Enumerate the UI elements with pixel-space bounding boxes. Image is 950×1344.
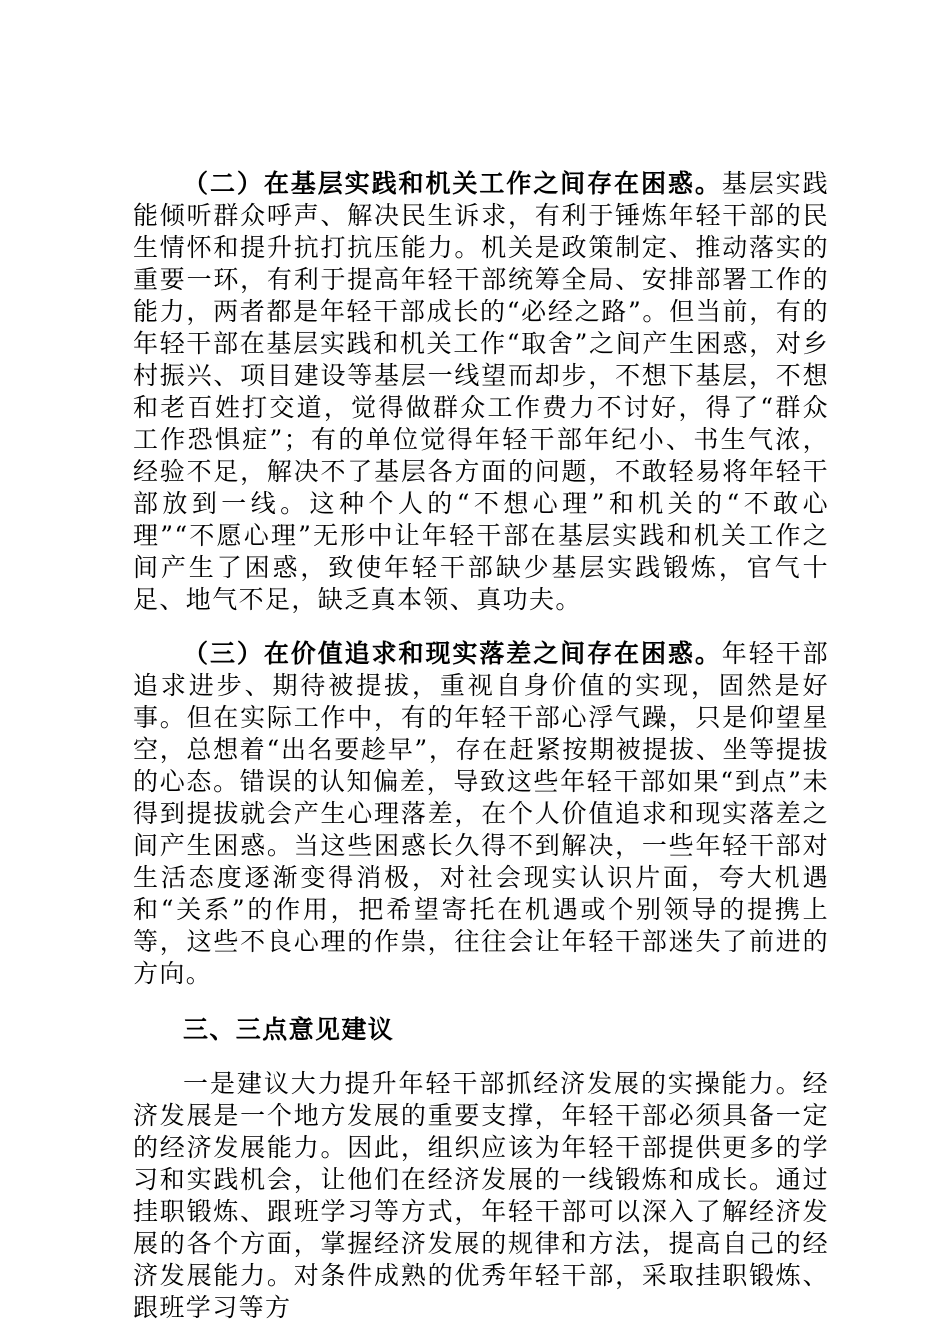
section-three-body: 年轻干部追求进步、期待被提拔，重视自身价值的实现，固然是好事。但在实际工作中，有的年轻干部心浮气躁，只是仰望星空，总想着“出名要趁早”，存在赶紧按期被提拔、坐等提拔的心态。错误的认知偏差，导致这些年轻干部如果“到点”未得到提拔就会产生心理落差，在个人价值追求和现实落差之间产生困惑。当这些困惑长久得不到解决，一些年轻干部对生活态度逐渐变得消极，对社会现实认识片面，夸大机遇和“关系”的作用，把希望寄托在机遇或个别领导的提携上等，这些不良心理的作祟，往往会让年轻干部迷失了前进的方向。 bbox=[133, 639, 829, 988]
section-three-paragraph bbox=[133, 638, 829, 990]
section-three-lead: （三）在价值追求和现实落差之间存在困惑。 bbox=[183, 639, 722, 668]
section-two-paragraph bbox=[133, 168, 829, 616]
section-two-body: 基层实践能倾听群众呼声、解决民生诉求，有利于锤炼年轻干部的民生情怀和提升抗打抗压能力。机关是政策制定、推动落实的重要一环，有利于提高年轻干部统筹全局、安排部署工作的能力，两者都是年轻干部成长的“必经之路”。但当前，有的年轻干部在基层实践和机关工作“取舍”之间产生困惑，对乡村振兴、项目建设等基层一线望而却步，不想下基层，不想和老百姓打交道，觉得做群众工作费力不讨好，得了“群众工作恐惧症”；有的单位觉得年轻干部年纪小、书生气浓，经验不足，解决不了基层各方面的问题，不敢轻易将年轻干部放到一线。这种个人的“不想心理”和机关的“不敢心理”“不愿心理”无形中让年轻干部在基层实践和机关工作之间产生了困惑，致使年轻干部缺少基层实践锻炼，官气十足、地气不足，缺乏真本领、真功夫。 bbox=[133, 169, 829, 614]
suggestion-paragraph: 一是建议大力提升年轻干部抓经济发展的实操能力。经济发展是一个地方发展的重要支撑，年轻干部必须具备一定的经济发展能力。因此，组织应该为年轻干部提供更多的学习和实践机会，让他们在经济发展的一线锻炼和成长。通过挂职锻炼、跟班学习等方式，年轻干部可以深入了解经济发展的各个方面，掌握经济发展的规律和方法，提高自己的经济发展能力。对条件成熟的优秀年轻干部，采取挂职锻炼、跟班学习等方 bbox=[133, 1069, 829, 1322]
document-page bbox=[133, 168, 829, 1324]
section-heading: 三、三点意见建议 bbox=[183, 1015, 395, 1044]
section-two-lead: （二）在基层实践和机关工作之间存在困惑。 bbox=[183, 169, 722, 198]
